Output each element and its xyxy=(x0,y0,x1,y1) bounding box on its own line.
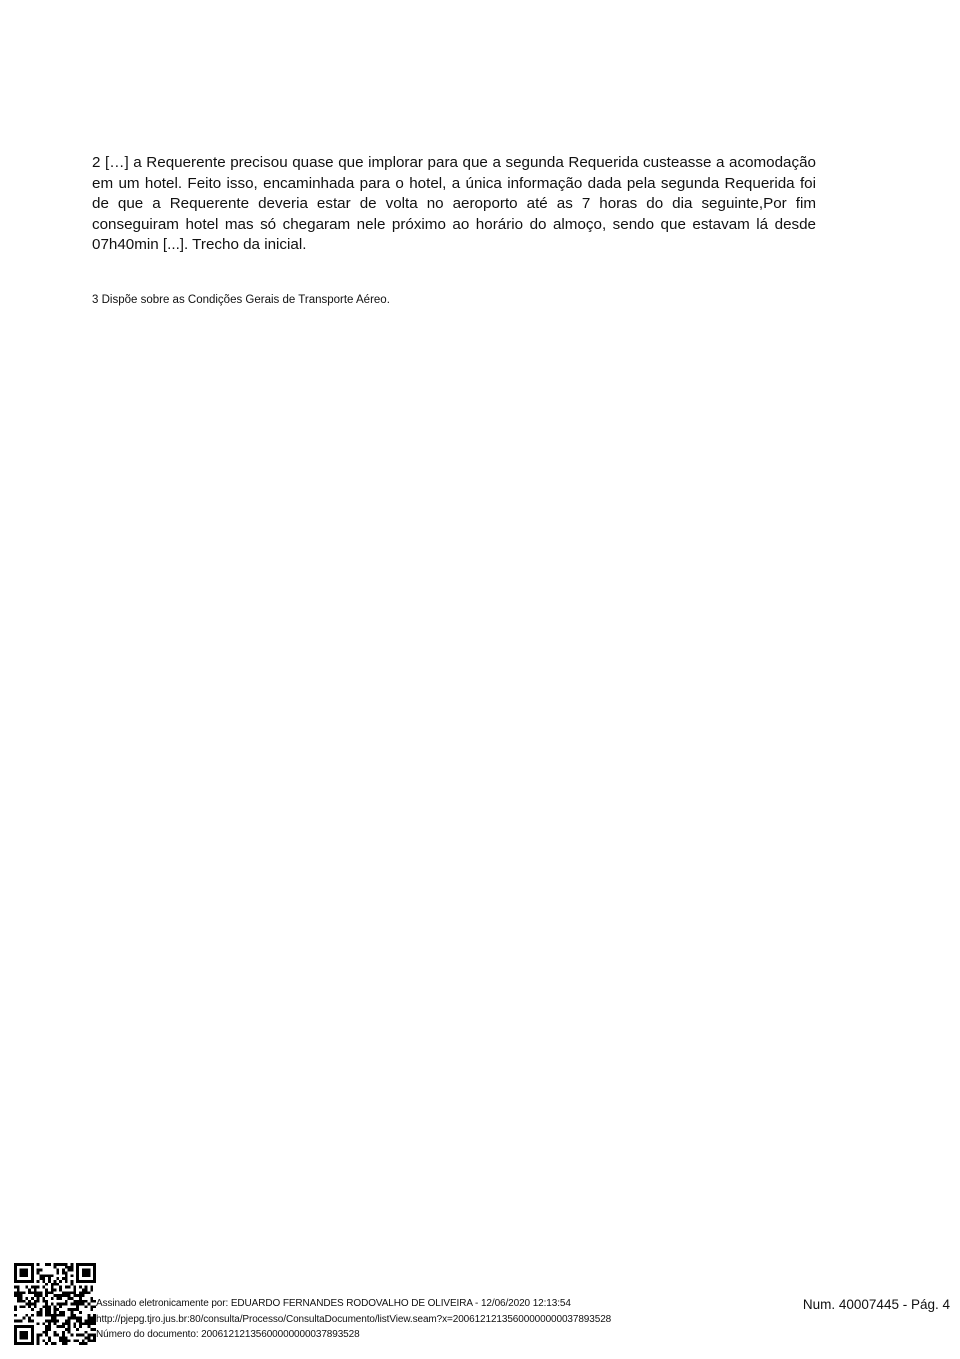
footnote-3: 3 Dispõe sobre as Condições Gerais de Transporte Aéreo. xyxy=(92,294,390,306)
signature-line: Assinado eletronicamente por: EDUARDO FERNANDES RODOVALHO DE OLIVEIRA - 12/06/2020 12:13:54 xyxy=(96,1298,571,1309)
qr-code-icon xyxy=(14,1263,96,1345)
signature-block xyxy=(96,1296,611,1343)
document-url[interactable]: http://pjepg.tjro.jus.br:80/consulta/Processo/ConsultaDocumento/listView.seam?x=20061212135600000000037893528 xyxy=(96,1313,612,1325)
document-number: Número do documento: 20061212135600000000037893528 xyxy=(96,1329,360,1340)
footnote-2: 2 […] a Requerente precisou quase que implorar para que a segunda Requerida custeasse a acomodação em um hotel. Feito isso, encaminhada para o hotel, a única informação dada pela segunda Requerida foi de que a Requerente deveria estar de volta no aeroporto até as 7 horas do dia seguinte,Por fim conseguiram hotel mas só chegaram nele próximo ao horário do almoço, sendo que estavam lá desde 07h40min [...]. Trecho da inicial. xyxy=(92,154,816,253)
page-number: Num. 40007445 - Pág. 4 xyxy=(802,1297,950,1312)
